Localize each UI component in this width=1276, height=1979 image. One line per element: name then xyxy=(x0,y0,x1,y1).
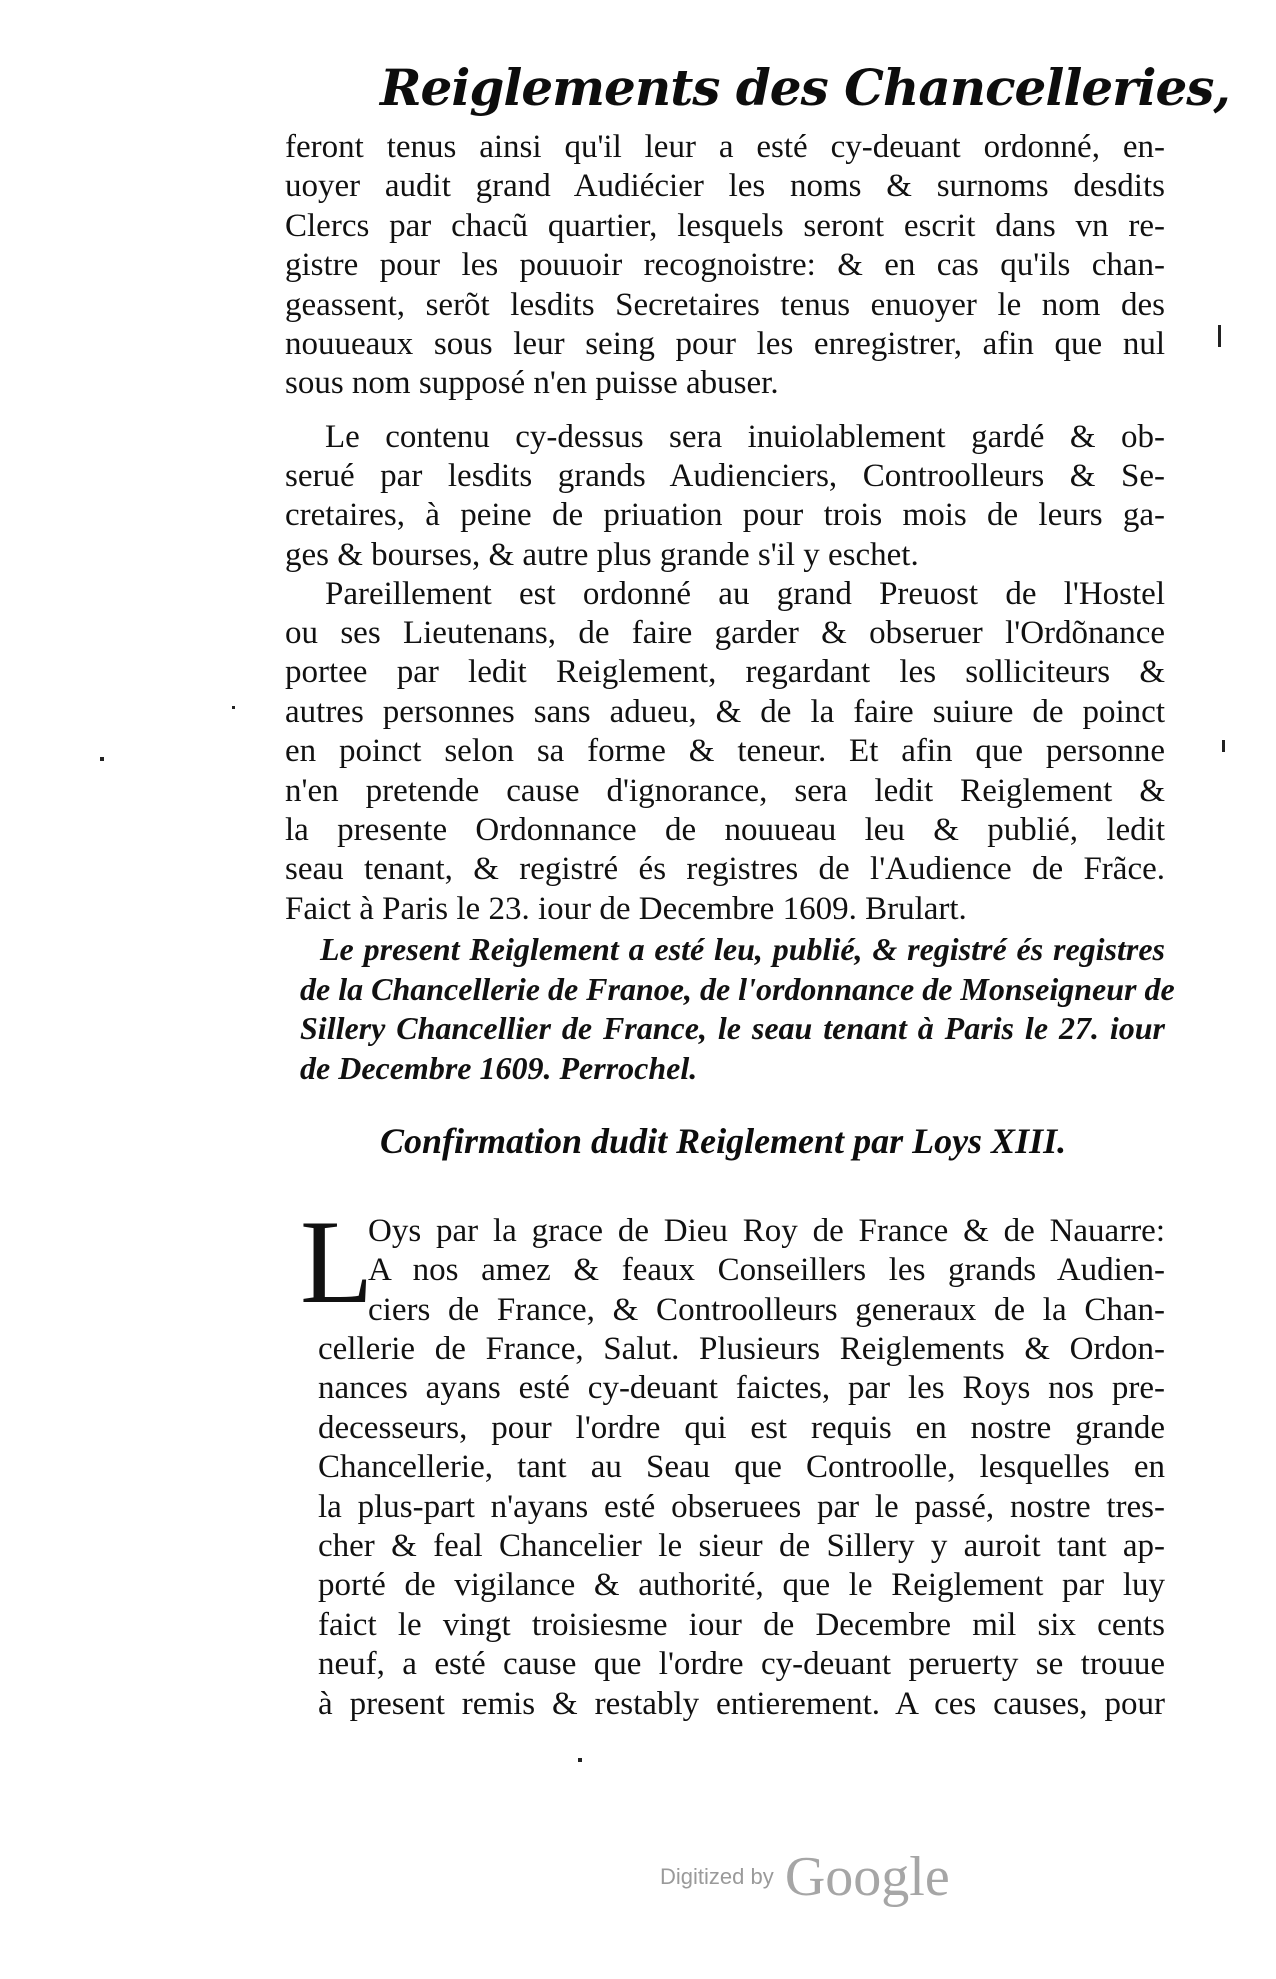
text-line: cretaires, à peine de priuation pour trois mois de leurs ga- xyxy=(285,497,1165,534)
digitized-by-google-watermark xyxy=(660,1845,950,1909)
google-logo: Google xyxy=(784,1846,950,1908)
margin-mark xyxy=(1218,325,1221,347)
text-line: la presente Ordonnance de nouueau leu & publié, ledit xyxy=(285,812,1165,849)
margin-mark xyxy=(1222,740,1225,752)
running-head: Reiglements des Chancelleries, xyxy=(380,58,1230,117)
text-line: A nos amez & feaux Conseillers les grands Audien- xyxy=(368,1252,1165,1289)
watermark-prefix: Digitized by xyxy=(660,1864,774,1889)
text-line: cellerie de France, Salut. Plusieurs Reiglements & Ordon- xyxy=(318,1331,1165,1367)
text-line: nouueaux sous leur seing pour les enregistrer, afin que nul xyxy=(285,326,1165,363)
paragraph-4 xyxy=(318,1330,1165,1724)
text-line: autres personnes sans adueu, & de la faire suiure de poinct xyxy=(285,693,1165,730)
text-line: decesseurs, pour l'ordre qui est requis en nostre grande xyxy=(318,1409,1165,1446)
text-line: neuf, a esté cause que l'ordre cy-deuant peruerty se trouue xyxy=(318,1646,1165,1683)
text-line: à present remis & restably entierement. A ces causes, pour xyxy=(318,1685,1165,1722)
text-line: Faict à Paris le 23. iour de Decembre 1609. Brulart. xyxy=(285,890,967,927)
margin-speck xyxy=(578,1758,582,1762)
drop-cap: L xyxy=(300,1195,374,1328)
text-line: ges & bourses, & autre plus grande s'il y eschet. xyxy=(285,536,919,573)
text-line: en poinct selon sa forme & teneur. Et afin que personne xyxy=(285,733,1165,770)
text-line: ou ses Lieutenans, de faire garder & obseruer l'Ordõnance xyxy=(285,615,1165,651)
text-line: geassent, serõt lesdits Secretaires tenus enuoyer le nom des xyxy=(285,286,1165,323)
text-line: Sillery Chancellier de France, le seau tenant à Paris le 27. iour xyxy=(300,1010,1165,1047)
text-line: Oys par la grace de Dieu Roy de France & de Nauarre: xyxy=(368,1213,1165,1249)
text-line: porté de vigilance & authorité, que le Reiglement par luy xyxy=(318,1567,1165,1604)
text-line: Clercs par chacũ quartier, lesquels seront escrit dans vn re- xyxy=(285,207,1165,244)
paragraph-3-continued xyxy=(285,614,1165,929)
text-line: la plus-part n'ayans esté obseruees par le passé, nostre tres- xyxy=(318,1488,1165,1525)
text-line: Pareillement est ordonné au grand Preuost de l'Hostel xyxy=(325,576,1165,612)
text-line: sous nom supposé n'en puisse abuser. xyxy=(285,365,779,402)
margin-speck xyxy=(232,706,235,709)
text-line: feront tenus ainsi qu'il leur a esté cy-deuant ordonné, en- xyxy=(285,129,1165,165)
text-line: Chancellerie, tant au Seau que Controolle, lesquelles en xyxy=(318,1449,1165,1486)
paragraph-2 xyxy=(325,418,1165,457)
paragraph-3 xyxy=(325,575,1165,614)
text-line: cher & feal Chancelier le sieur de Sillery y auroit tant ap- xyxy=(318,1528,1165,1565)
text-line: nances ayans esté cy-deuant faictes, par les Roys nos pre- xyxy=(318,1370,1165,1407)
margin-speck xyxy=(100,757,104,761)
paragraph-4-indented xyxy=(368,1212,1165,1330)
section-heading: Confirmation dudit Reiglement par Loys XIII. xyxy=(380,1121,1067,1161)
text-line: uoyer audit grand Audiécier les noms & surnoms desdits xyxy=(285,168,1165,205)
paragraph-1 xyxy=(285,128,1165,404)
registration-note xyxy=(320,930,1165,969)
text-line: portee par ledit Reiglement, regardant les solliciteurs & xyxy=(285,654,1165,691)
text-line: gistre pour les pouuoir recognoistre: & en cas qu'ils chan- xyxy=(285,247,1165,284)
registration-note-continued xyxy=(300,970,1175,1088)
text-line: serué par lesdits grands Audienciers, Controolleurs & Se- xyxy=(285,458,1165,494)
text-line: faict le vingt troisiesme iour de Decembre mil six cents xyxy=(318,1606,1165,1643)
text-line: de Decembre 1609. Perrochel. xyxy=(300,1049,698,1086)
text-line: Le contenu cy-dessus sera inuiolablement gardé & ob- xyxy=(325,419,1165,455)
text-line: Le present Reiglement a esté leu, publié, & registré és registres xyxy=(320,931,1165,967)
text-line: ciers de France, & Controolleurs generaux de la Chan- xyxy=(368,1291,1165,1328)
text-line: n'en pretende cause d'ignorance, sera ledit Reiglement & xyxy=(285,772,1165,809)
text-line: seau tenant, & registré és registres de l'Audience de Frãce. xyxy=(285,851,1165,888)
text-line: de la Chancellerie de Franoe, de l'ordonnance de Monseigneur de xyxy=(300,971,1175,1007)
paragraph-2-continued xyxy=(285,457,1165,575)
